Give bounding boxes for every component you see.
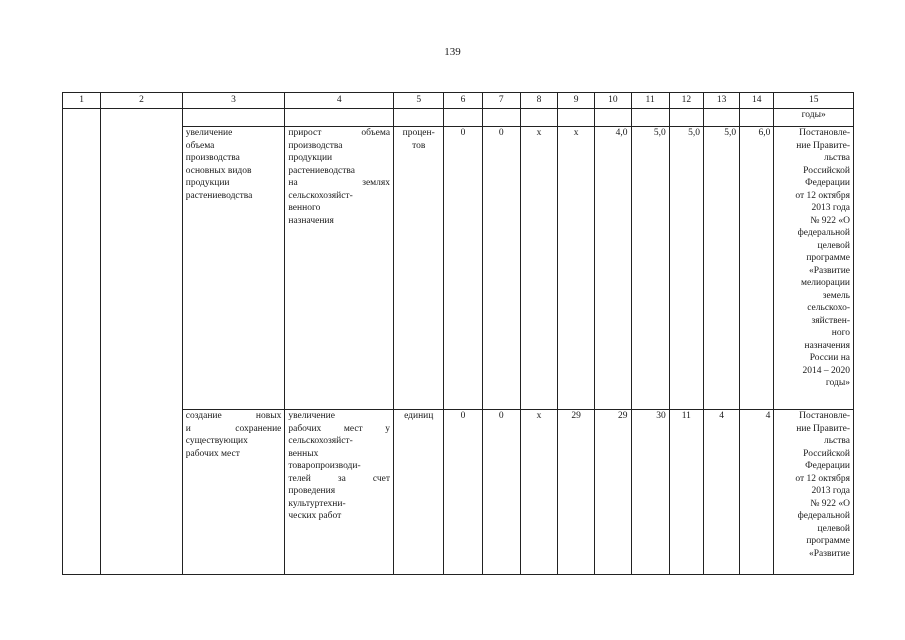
table-cell (669, 109, 703, 127)
continuation-row (63, 109, 854, 127)
column-header: 13 (703, 93, 739, 109)
value-cell: 11 (669, 410, 703, 575)
document-line: целевой (817, 523, 850, 534)
indicator-line: венного (288, 203, 321, 213)
document-line: от 12 октября (795, 190, 850, 201)
column-header: 7 (482, 93, 520, 109)
indicators-table (62, 92, 854, 575)
cell-col1-merged (63, 109, 101, 575)
value-cell: х (520, 127, 557, 410)
document-line: 2013 года (811, 486, 850, 496)
document-continuation: годы» (774, 109, 854, 127)
value-cell: 0 (482, 410, 520, 575)
document-line: программе (806, 536, 850, 546)
indicator-line: продукции (288, 153, 333, 163)
indicator-line: прирост объема (288, 128, 391, 138)
indicator-line: растениеводства (288, 165, 355, 176)
column-header: 1 (63, 93, 101, 109)
goal-line: и сохранение (185, 423, 282, 434)
document-line: 2014 – 2020 (802, 365, 850, 376)
document-line: Федерации (805, 461, 850, 471)
value-cell: 5,0 (669, 127, 703, 410)
indicator-line: товаропроизводи- (288, 461, 361, 471)
document-line: Российской (803, 165, 850, 176)
value-cell: 4 (703, 410, 739, 575)
goal-line: рабочих мест (185, 448, 240, 459)
goal-line: растениеводства (185, 190, 253, 201)
column-header: 11 (631, 93, 669, 109)
document-line: земель (822, 290, 850, 301)
indicator-line: назначения (288, 215, 334, 226)
page-number: 139 (444, 46, 461, 58)
column-header: 6 (444, 93, 482, 109)
goal-line: продукции (185, 178, 230, 188)
document-line: программе (806, 253, 850, 263)
document-line: льства (823, 153, 850, 163)
document-line: 2013 года (811, 203, 850, 213)
column-header: 9 (558, 93, 595, 109)
value-cell: 6,0 (740, 127, 774, 410)
column-header: 4 (285, 93, 394, 109)
document-line: Постановле- (799, 411, 850, 421)
unit-cell (394, 410, 444, 575)
document-line: «Развитие (808, 548, 850, 559)
value-cell: 4 (740, 410, 774, 575)
goal-line: производства (185, 153, 240, 163)
document-line: сельскохо- (807, 303, 850, 313)
document-line: мелиорации (800, 278, 850, 288)
unit-line: процен- (402, 128, 435, 138)
indicator-line: ческих работ (288, 511, 342, 521)
value-cell: 30 (631, 410, 669, 575)
value-cell: 0 (444, 410, 482, 575)
document-line: федеральной (797, 228, 850, 238)
goal-cell (182, 410, 285, 575)
document-line: Постановле- (799, 128, 850, 138)
document-line: льства (823, 436, 850, 446)
column-header: 12 (669, 93, 703, 109)
document-line: целевой (817, 240, 850, 251)
column-header: 15 (774, 93, 854, 109)
table-cell (182, 109, 285, 127)
document-line: ние Правите- (796, 140, 850, 151)
indicator-cell (285, 127, 394, 410)
goal-line: объема (185, 140, 215, 151)
column-header: 8 (520, 93, 557, 109)
indicator-line: венных (288, 448, 319, 459)
table-cell (394, 109, 444, 127)
column-number-row (63, 93, 854, 109)
document-line: от 12 октября (795, 473, 850, 484)
indicator-line: увеличение (288, 411, 335, 421)
document-line: ние Правите- (796, 423, 850, 434)
document-line: № 922 «О (810, 498, 850, 509)
value-cell: 0 (482, 127, 520, 410)
table-cell (444, 109, 482, 127)
document-line: «Развитие (808, 265, 850, 276)
value-cell: х (558, 127, 595, 410)
cell-col2-merged (101, 109, 183, 575)
document-line: Федерации (805, 178, 850, 188)
indicator-line: на землях (288, 178, 391, 188)
goal-line: увеличение (185, 128, 233, 138)
document-line: ного (831, 328, 850, 338)
document-line: Российской (803, 448, 850, 459)
document-line: годы» (825, 378, 850, 388)
goal-line: основных видов (185, 165, 252, 176)
table-cell (703, 109, 739, 127)
goal-line: создание новых (185, 411, 282, 421)
document-cell (774, 410, 854, 575)
table-cell (740, 109, 774, 127)
table-cell (285, 109, 394, 127)
table-cell (482, 109, 520, 127)
column-header: 14 (740, 93, 774, 109)
value-cell: 5,0 (703, 127, 739, 410)
document-line: России на (809, 353, 850, 363)
document-line: федеральной (797, 511, 850, 521)
unit-line: единиц (404, 411, 434, 421)
value-cell: 0 (444, 127, 482, 410)
table-cell (558, 109, 595, 127)
column-header: 2 (101, 93, 183, 109)
table-cell (631, 109, 669, 127)
indicator-line: телей за счет (288, 473, 391, 484)
document-line: назначения (804, 340, 850, 351)
value-cell: 29 (595, 410, 631, 575)
value-cell: 4,0 (595, 127, 631, 410)
indicator-line: культуртехни- (288, 498, 346, 509)
document-line: зяйствен- (811, 315, 850, 326)
indicator-line: проведения (288, 486, 336, 496)
document-line: № 922 «О (810, 215, 850, 226)
indicator-line: рабочих мест у (288, 423, 391, 434)
goal-cell (182, 127, 285, 410)
document-cell (774, 127, 854, 410)
value-cell: 29 (558, 410, 595, 575)
unit-line: тов (412, 140, 426, 151)
column-header: 10 (595, 93, 631, 109)
table-cell (520, 109, 557, 127)
value-cell: х (520, 410, 557, 575)
table-cell (595, 109, 631, 127)
indicator-line: производства (288, 140, 343, 151)
indicator-cell (285, 410, 394, 575)
indicator-line: сельскохозяйст- (288, 190, 353, 201)
unit-cell (394, 127, 444, 410)
indicator-line: сельскохозяйст- (288, 436, 353, 446)
column-header: 5 (394, 93, 444, 109)
goal-line: существующих (185, 436, 248, 446)
value-cell: 5,0 (631, 127, 669, 410)
column-header: 3 (182, 93, 285, 109)
